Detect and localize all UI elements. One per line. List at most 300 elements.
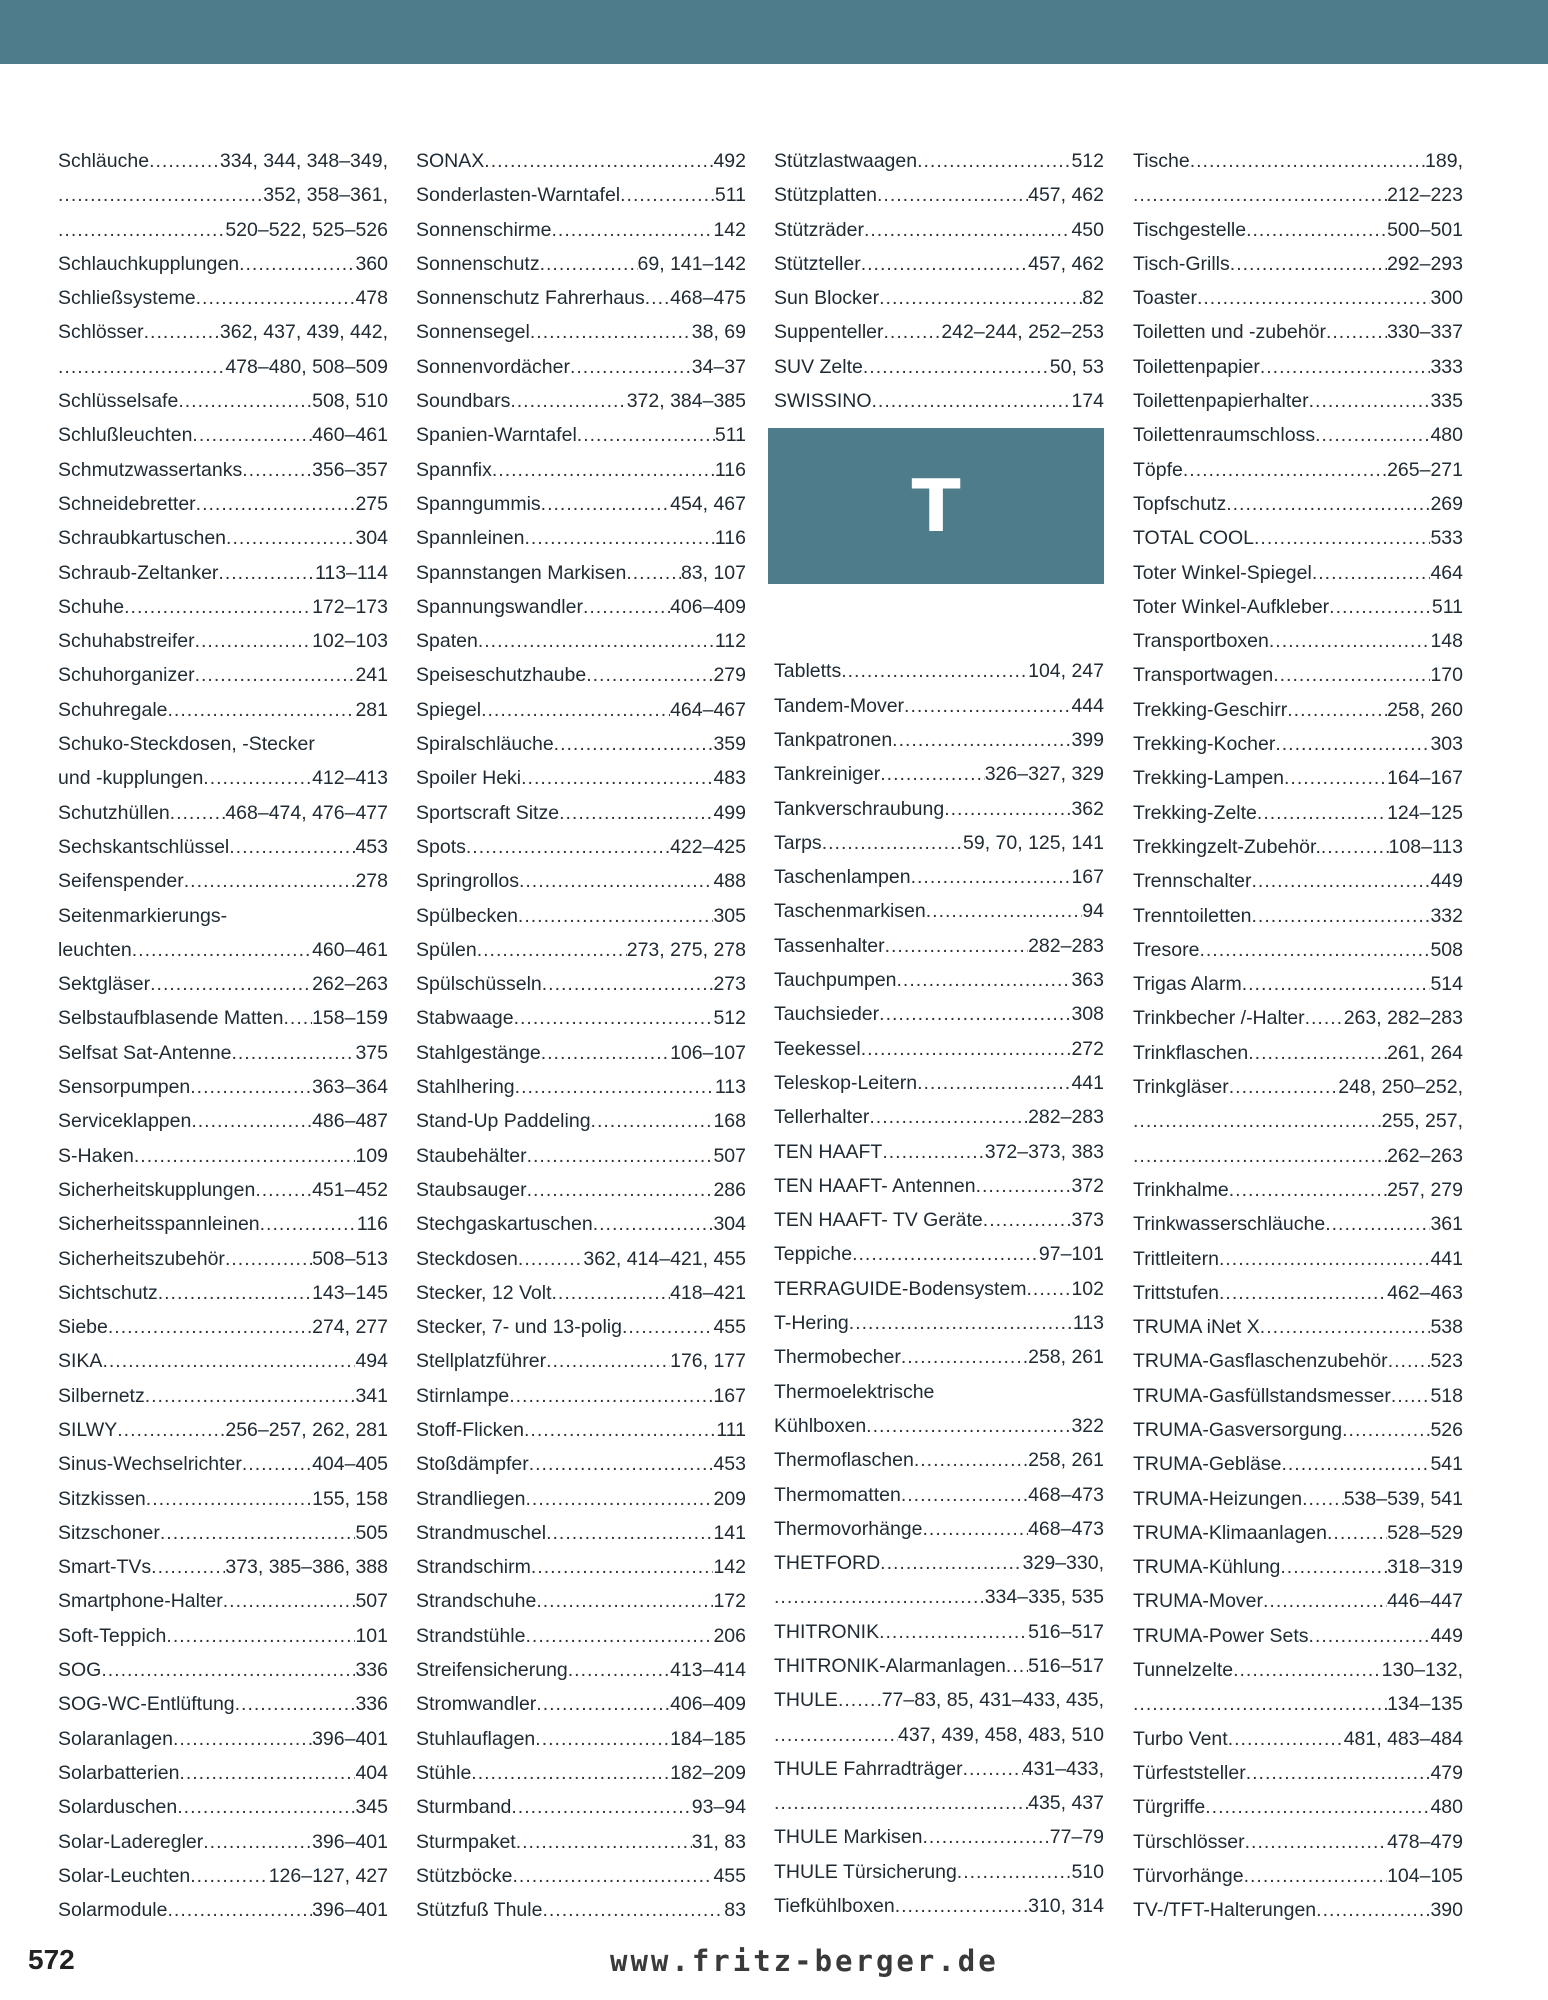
dot-leader [552, 213, 714, 247]
index-pages: 449 [1430, 1624, 1463, 1647]
dot-leader [914, 1443, 1028, 1477]
index-entry [58, 864, 388, 898]
dot-leader [1263, 1584, 1387, 1618]
index-entry [58, 761, 388, 795]
index-term: Streifensicherung [416, 1659, 568, 1682]
dot-leader [178, 384, 312, 418]
index-pages: 418–421 [670, 1281, 746, 1304]
index-entry [1133, 658, 1463, 692]
index-pages: 483 [713, 767, 746, 790]
index-term: Selbstaufblasende Matten [58, 1007, 284, 1030]
index-pages: 363–364 [312, 1076, 388, 1099]
index-pages: 256–257, 262, 281 [225, 1418, 388, 1441]
dot-leader [1199, 933, 1430, 967]
index-term: Tischgestelle [1133, 218, 1247, 241]
index-term: Spülbecken [416, 904, 518, 927]
index-term: Solarduschen [58, 1796, 178, 1819]
index-entry [1133, 1893, 1463, 1927]
index-entry [1133, 1242, 1463, 1276]
dot-leader [226, 521, 355, 555]
index-term: Stützböcke [416, 1864, 513, 1887]
index-term: Schlauchkupplungen [58, 252, 240, 275]
index-term: Stoff-Flicken [416, 1418, 525, 1441]
index-entry [774, 1032, 1104, 1066]
index-term: Trinkbecher /-Halter [1133, 1007, 1305, 1030]
dot-leader [1388, 1344, 1431, 1378]
index-entry [1133, 1344, 1463, 1378]
index-term: TRUMA iNet X [1133, 1316, 1260, 1339]
index-column-1 [58, 144, 388, 1927]
dot-leader [879, 997, 1071, 1031]
dot-leader [177, 1790, 355, 1824]
index-term: Thermoelektrische [774, 1380, 935, 1403]
dot-leader [1329, 590, 1432, 624]
index-entry [58, 1104, 388, 1138]
index-entry [416, 1242, 746, 1276]
index-entry [1133, 1653, 1463, 1687]
index-term: Schraubkartuschen [58, 527, 227, 550]
dot-leader [861, 1032, 1072, 1066]
index-entry [416, 1550, 746, 1584]
index-pages: 265–271 [1387, 458, 1463, 481]
dot-leader [1233, 1653, 1382, 1687]
index-pages: 206 [713, 1624, 746, 1647]
dot-leader [866, 1409, 1071, 1443]
dot-leader [869, 1100, 1028, 1134]
index-column-4 [1133, 144, 1463, 1927]
dot-leader [229, 830, 355, 864]
dot-leader [145, 1379, 356, 1413]
index-pages: 263, 282–283 [1343, 1007, 1463, 1030]
index-entry [774, 1820, 1104, 1854]
index-pages: 486–487 [312, 1110, 388, 1133]
index-entry [1133, 693, 1463, 727]
index-entry [416, 1790, 746, 1824]
dot-leader [132, 933, 312, 967]
index-pages: 435, 437 [1028, 1792, 1104, 1815]
index-entry [58, 796, 388, 830]
index-pages: 77–83, 85, 431–433, 435, [881, 1689, 1104, 1712]
index-pages: 479 [1430, 1761, 1463, 1784]
index-pages: 510 [1071, 1860, 1104, 1883]
index-term: Stecker, 7- und 13-polig [416, 1316, 622, 1339]
dot-leader [626, 556, 681, 590]
index-entry [1133, 590, 1463, 624]
index-term: Tabletts [774, 660, 842, 683]
dot-leader [879, 1615, 1028, 1649]
index-term: Töpfe [1133, 458, 1183, 481]
index-term: Spannleinen [416, 527, 525, 550]
index-entry [1133, 1790, 1463, 1824]
index-entry [1133, 1550, 1463, 1584]
index-term: Tauchsieder [774, 1003, 880, 1026]
index-pages: 104–105 [1387, 1864, 1463, 1887]
index-pages: 176, 177 [670, 1350, 746, 1373]
index-pages: 362 [1071, 797, 1104, 820]
index-entry [1133, 1310, 1463, 1344]
dot-leader [536, 1584, 713, 1618]
dot-leader [102, 1344, 355, 1378]
dot-leader [922, 1820, 1049, 1854]
index-term: Toilettenpapierhalter [1133, 390, 1309, 413]
index-term: Spannfix [416, 458, 492, 481]
index-term: Sun Blocker [774, 287, 880, 310]
index-entry [58, 1550, 388, 1584]
index-term: Trekking-Lampen [1133, 767, 1285, 790]
index-term: Schraub-Zeltanker [58, 561, 219, 584]
dot-leader [1226, 487, 1430, 521]
website-url: www.fritz-berger.de [610, 1944, 999, 1978]
index-pages: 112 [714, 630, 746, 653]
index-pages: 141 [713, 1521, 746, 1544]
dot-leader [1260, 1310, 1431, 1344]
dot-leader [515, 1070, 715, 1104]
dot-leader [255, 1173, 312, 1207]
index-entry [416, 1825, 746, 1859]
index-entry [774, 1135, 1104, 1169]
index-entry [1133, 1207, 1463, 1241]
index-term: TRUMA-Mover [1133, 1590, 1263, 1613]
index-pages: 269 [1430, 492, 1463, 515]
dot-leader [540, 247, 638, 281]
index-term: Smartphone-Halter [58, 1590, 223, 1613]
index-pages: 412–413 [312, 767, 388, 790]
index-term: TV-/TFT-Halterungen [1133, 1899, 1317, 1922]
index-pages: 508 [1430, 938, 1463, 961]
dot-leader [542, 1893, 724, 1927]
dot-leader [552, 1276, 671, 1310]
index-pages: 372–373, 383 [984, 1140, 1104, 1163]
index-term: Topfschutz [1133, 492, 1227, 515]
dot-leader [926, 894, 1083, 928]
index-pages: 336 [355, 1693, 388, 1716]
dot-leader [510, 384, 626, 418]
dot-leader [521, 761, 713, 795]
index-entry [416, 213, 746, 247]
index-term: Sportscraft Sitze [416, 801, 560, 824]
index-entry [774, 1066, 1104, 1100]
index-entry [1133, 761, 1463, 795]
index-entry [1133, 315, 1463, 349]
index-term: Trinkwasserschläuche [1133, 1213, 1326, 1236]
dot-leader [151, 1550, 225, 1584]
dot-leader [160, 1516, 356, 1550]
index-term: Stühle [416, 1761, 472, 1784]
dot-leader [895, 1889, 1028, 1923]
dot-leader [861, 247, 1028, 281]
dot-leader [774, 1580, 985, 1614]
dot-leader [524, 521, 714, 555]
index-pages: 142 [713, 1556, 746, 1579]
index-term: TRUMA-Gasversorgung [1133, 1418, 1343, 1441]
index-entry [58, 144, 388, 178]
dot-leader [526, 1482, 714, 1516]
index-entry [416, 899, 746, 933]
index-term: Stahlhering [416, 1076, 515, 1099]
dot-leader [514, 1001, 714, 1035]
dot-leader [1133, 1104, 1382, 1138]
index-entry [1133, 1722, 1463, 1756]
index-pages: 322 [1071, 1414, 1104, 1437]
index-term: Solaranlagen [58, 1727, 173, 1750]
index-term: Stoßdämpfer [416, 1453, 529, 1476]
index-pages: 468–473 [1028, 1483, 1104, 1506]
index-term: Schuhregale [58, 698, 168, 721]
index-entry [774, 1203, 1104, 1237]
index-entry [58, 1825, 388, 1859]
dot-leader [168, 693, 356, 727]
index-term: Toilettenraumschloss [1133, 424, 1316, 447]
index-pages: 258, 261 [1028, 1449, 1104, 1472]
index-term: Solar-Laderegler [58, 1830, 204, 1853]
index-term: Türvorhänge [1133, 1864, 1244, 1887]
index-term: Staubehälter [416, 1144, 527, 1167]
index-term: Siebe [58, 1316, 108, 1339]
index-term: TOTAL COOL [1133, 527, 1254, 550]
index-entry [58, 1379, 388, 1413]
index-entry [58, 1619, 388, 1653]
index-pages: 189, [1425, 150, 1463, 172]
index-pages: 126–127, 427 [268, 1864, 388, 1887]
dot-leader [1287, 693, 1387, 727]
dot-leader [774, 1786, 1028, 1820]
dot-leader [518, 1242, 583, 1276]
index-term: und -kupplungen [58, 767, 204, 790]
dot-leader [897, 963, 1072, 997]
index-term: SONAX [416, 150, 485, 172]
index-term: Tiefkühlboxen [774, 1895, 895, 1918]
dot-leader [901, 1340, 1028, 1374]
dot-leader [1248, 1036, 1387, 1070]
index-entry [416, 247, 746, 281]
dot-leader [260, 1207, 357, 1241]
index-pages: 455 [713, 1316, 746, 1339]
dot-leader [190, 1070, 312, 1104]
dot-leader [559, 796, 713, 830]
index-pages: 334–335, 535 [984, 1586, 1104, 1609]
index-entry [416, 1516, 746, 1550]
dot-leader [149, 144, 220, 178]
index-pages: 404–405 [312, 1453, 388, 1476]
index-term: Schläuche [58, 150, 150, 172]
index-pages: 450 [1071, 218, 1104, 241]
index-pages: 278 [355, 870, 388, 893]
index-entry [774, 1786, 1104, 1820]
index-entry [58, 213, 388, 247]
dot-leader [1269, 624, 1431, 658]
index-term: Trittleitern [1133, 1247, 1219, 1270]
index-entry [774, 315, 1104, 349]
index-term: Trennschalter [1133, 870, 1252, 893]
index-entry [1133, 281, 1463, 315]
index-term: Trinkhalme [1133, 1178, 1229, 1201]
index-pages: 468–473 [1028, 1517, 1104, 1540]
index-pages: 453 [355, 835, 388, 858]
index-pages: 341 [355, 1384, 388, 1407]
index-pages: 332 [1430, 904, 1463, 927]
index-pages: 356–357 [312, 458, 388, 481]
dot-leader [880, 1546, 1023, 1580]
index-pages: 363 [1071, 969, 1104, 992]
index-term: Taschenmarkisen [774, 900, 926, 923]
dot-leader [1197, 281, 1431, 315]
index-pages: 304 [355, 527, 388, 550]
dot-leader [1252, 864, 1431, 898]
index-entry [416, 1482, 746, 1516]
index-entry [774, 1615, 1104, 1649]
index-pages: 396–401 [312, 1727, 388, 1750]
index-entry [1133, 1447, 1463, 1481]
index-entry [416, 1859, 746, 1893]
index-pages: 305 [713, 904, 746, 927]
index-entry [58, 658, 388, 692]
dot-leader [541, 487, 670, 521]
index-term: Sonnenschutz Fahrerhaus [416, 287, 645, 310]
dot-leader [583, 590, 670, 624]
dot-leader [542, 967, 714, 1001]
dot-leader [963, 1752, 1023, 1786]
index-term: TEN HAAFT [774, 1140, 883, 1163]
index-term: Türgriffe [1133, 1796, 1206, 1819]
index-pages: 480 [1430, 424, 1463, 447]
index-term: SUV Zelte [774, 355, 863, 378]
index-pages: 274, 277 [312, 1316, 388, 1339]
index-term: Strandschirm [416, 1556, 531, 1579]
index-term: Thermoflaschen [774, 1449, 914, 1472]
index-entry [416, 1310, 746, 1344]
dot-leader [901, 1478, 1028, 1512]
index-pages: 304 [713, 1213, 746, 1236]
index-entry [774, 997, 1104, 1031]
index-pages: 518 [1430, 1384, 1463, 1407]
index-entry [416, 1653, 746, 1687]
index-pages: 360 [355, 252, 388, 275]
dot-leader [1246, 213, 1387, 247]
index-pages: 413–414 [670, 1659, 746, 1682]
index-pages: 318–319 [1387, 1556, 1463, 1579]
index-pages: 451–452 [312, 1178, 388, 1201]
index-term: Spoiler Heki [416, 767, 522, 790]
index-term: Transportboxen [1133, 630, 1269, 653]
index-term: Stellplatzführer [416, 1350, 547, 1373]
index-pages: 308 [1071, 1003, 1104, 1026]
index-pages: 109 [355, 1144, 388, 1167]
dot-leader [524, 1413, 716, 1447]
dot-leader [911, 860, 1072, 894]
index-term: Trigas Alarm [1133, 973, 1242, 996]
index-entry [774, 1649, 1104, 1683]
index-term: THITRONIK-Alarmanlagen [774, 1654, 1006, 1677]
index-pages: 516–517 [1028, 1620, 1104, 1643]
index-term: Sicherheitszubehör [58, 1247, 225, 1270]
index-pages: 396–401 [312, 1899, 388, 1922]
dot-leader [1280, 1550, 1387, 1584]
dot-leader [1309, 384, 1431, 418]
dot-leader [117, 1413, 225, 1447]
dot-leader [195, 624, 313, 658]
index-term: Spiralschläuche [416, 733, 554, 756]
index-term: Spannstangen Markisen [416, 561, 627, 584]
dot-leader [904, 689, 1071, 723]
index-pages: 406–409 [670, 595, 746, 618]
index-pages: 209 [713, 1487, 746, 1510]
index-pages: 94 [1082, 900, 1104, 923]
index-entry [1133, 933, 1463, 967]
dot-leader [284, 1001, 313, 1035]
index-entry [58, 350, 388, 384]
index-pages: 124–125 [1387, 801, 1463, 824]
index-term: Stirnlampe [416, 1384, 510, 1407]
index-entry [58, 384, 388, 418]
index-term: Tische [1133, 150, 1190, 172]
dot-leader [58, 213, 225, 247]
index-term: Trekking-Zelte [1133, 801, 1257, 824]
index-entry [774, 178, 1104, 212]
index-pages: 533 [1430, 527, 1463, 550]
index-pages: 441 [1430, 1247, 1463, 1270]
index-pages: 108–113 [1388, 835, 1463, 858]
section-divider [774, 418, 1104, 654]
dot-leader [242, 453, 312, 487]
dot-leader [1190, 144, 1425, 178]
index-pages: 292–293 [1387, 252, 1463, 275]
index-pages: 282–283 [1028, 934, 1104, 957]
index-pages: 362, 414–421, 455 [583, 1247, 746, 1270]
index-pages: 93–94 [691, 1796, 746, 1819]
index-pages: 102 [1071, 1277, 1104, 1300]
index-pages: 164–167 [1387, 767, 1463, 790]
index-entry [1133, 830, 1463, 864]
index-entry [774, 929, 1104, 963]
index-entry [416, 1070, 746, 1104]
index-term: Sichtschutz [58, 1281, 158, 1304]
index-pages: 507 [713, 1144, 746, 1167]
dot-leader [1325, 1207, 1430, 1241]
index-pages: 372, 384–385 [626, 390, 746, 413]
index-entry [58, 899, 388, 933]
index-pages: 492 [713, 150, 746, 172]
dot-leader [1229, 1173, 1387, 1207]
index-term: Smart-TVs [58, 1556, 152, 1579]
dot-leader [872, 384, 1072, 418]
index-pages: 97–101 [1038, 1243, 1104, 1266]
index-term: Stuhlauflagen [416, 1727, 536, 1750]
index-entry [416, 1447, 746, 1481]
index-term: Stützteller [774, 252, 861, 275]
dot-leader [1273, 658, 1430, 692]
index-pages: 516–517 [1028, 1654, 1104, 1677]
index-pages: 511 [1431, 595, 1463, 618]
index-term: THULE [774, 1689, 838, 1712]
dot-leader [196, 487, 356, 521]
index-entry [774, 860, 1104, 894]
index-entry [774, 1409, 1104, 1443]
index-entry [774, 1855, 1104, 1889]
index-term: Stabwaage [416, 1007, 514, 1030]
index-entry [1133, 727, 1463, 761]
dot-leader [577, 418, 715, 452]
dot-leader [223, 1584, 356, 1618]
index-term: TRUMA-Gasfüllstandsmesser [1133, 1384, 1391, 1407]
index-entry [774, 689, 1104, 723]
index-term: Strandliegen [416, 1487, 526, 1510]
index-pages: 134–135 [1387, 1693, 1463, 1716]
index-pages: 454, 467 [670, 492, 746, 515]
index-entry [1133, 453, 1463, 487]
index-pages: 34–37 [691, 355, 746, 378]
index-term: Spülschüsseln [416, 973, 542, 996]
dot-leader [195, 658, 356, 692]
